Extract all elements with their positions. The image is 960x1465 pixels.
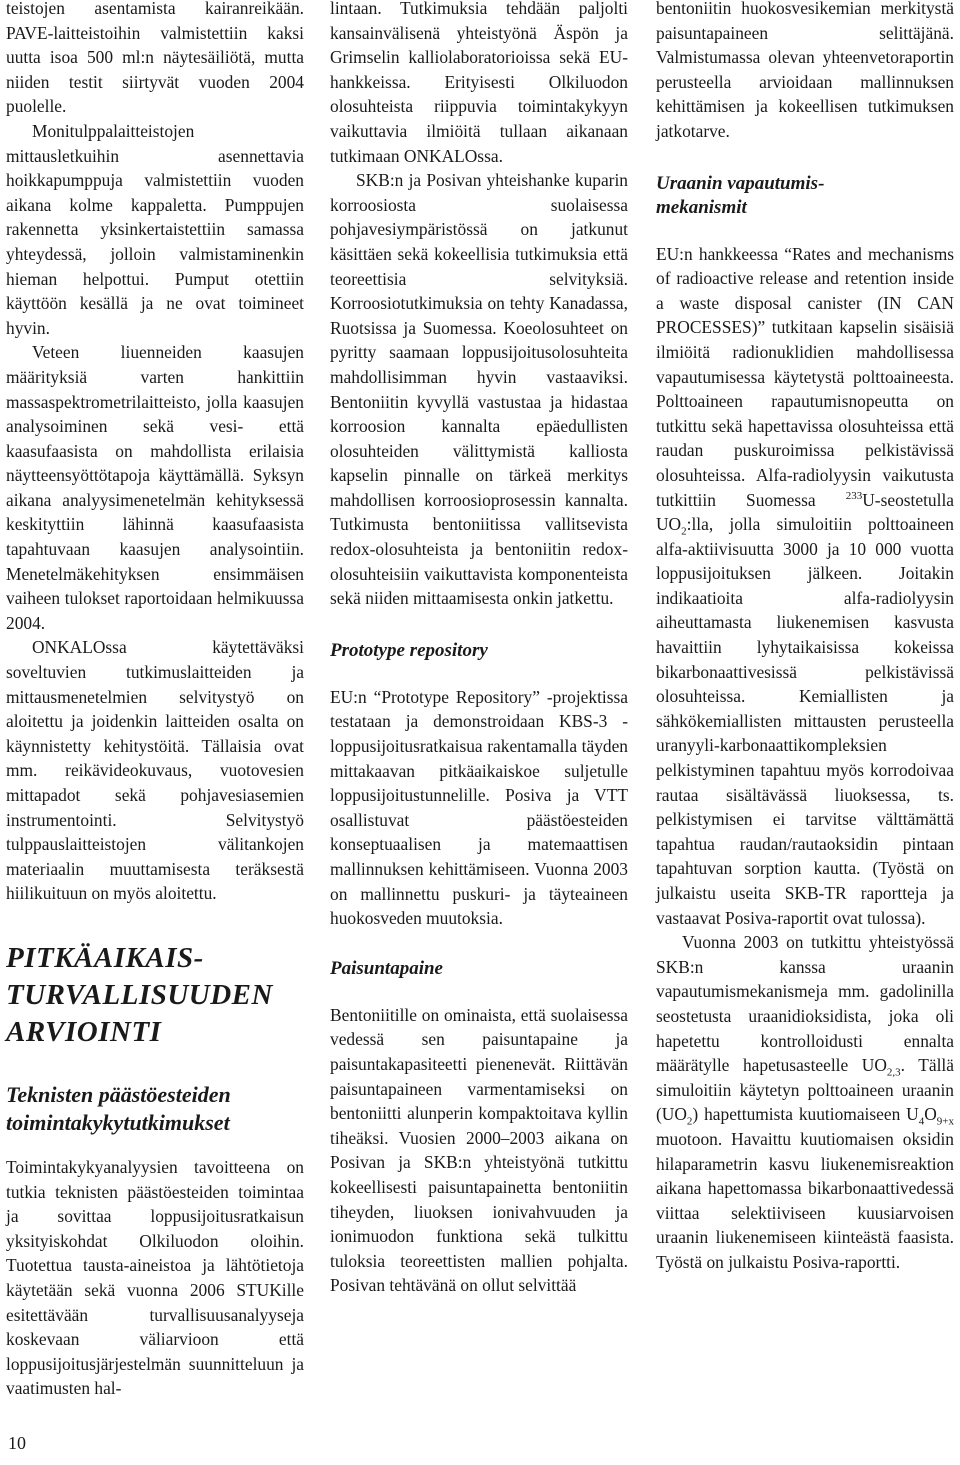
text-run: U-seostetulla UO — [656, 489, 954, 535]
paragraph: SKB:n ja Posivan yhteishanke kuparin korroosiosta suolaisessa pohjavesiympäristössä on jatkunut käsittäen sekä kokeellisia tutkimuksia että teoreettisia selvityksiä. Korroosiotutkimuksia on tehty Kanadassa, Ruotsissa ja Suomessa. Koeolosuhteet on pyritty saamaan loppusijoitusolosuhteita mahdollisimman hyvin vastaaviksi. Bentoniitin kyvyllä vastustaa ja hidastaa korroosion kannalta epäedullisten olosuhteiden välittymistä kalliosta kapselin pinnalle on tärkeä merkitys mahdollisen korroosioprosessin kannalta. Tutkimusta bentoniitissa vallitsevista redox-olosuhteista ja bentoniitin redox-olosuhteisiin vaikuttavista komponenteista sekä niiden mittaamisesta onkin jatkettu. — [330, 170, 628, 609]
subscript: 2 — [686, 1115, 693, 1128]
subscript: 2,3 — [886, 1066, 901, 1079]
page-number: 10 — [8, 1433, 26, 1453]
subsection-heading: Paisuntapaine — [330, 957, 443, 979]
paragraph: Veteen liuenneiden kaasujen määrityksiä varten hankittiin massaspektrometrilaitteisto, jolla kaasujen analysoiminen sekä vesi- että kaasufaasista on mahdollista erilaisia näytteensyöttötapoja käyttämällä. Syksyn aikana analyysimenetelmän kehityksessä keskityttiin lähinnä kaasufaasista tapahtuvaan kaasujen analysointiin. Menetelmäkehityksen ensimmäisen vaiheen tulokset raportoidaan helmikuussa 2004. — [6, 342, 304, 633]
subscript: 4 — [918, 1115, 925, 1128]
subsection-heading — [656, 172, 954, 220]
paragraph: ONKALOssa käytettäväksi soveltuvien tutkimuslaitteiden ja mittausmenetelmien selvitystyö on aloitettu ja joidenkin laitteiden osalta on käynnistetty kehitystöitä. Tällaisia ovat mm. reikävideokuvaus, vuotovesien mittapadot sekä pohjavesiasemien instrumentointi. Selvitystyö tulppauslaitteistojen välitankojen materiaalin muuttamisesta teräksestä hiilikuituun on myös aloitettu. — [6, 637, 304, 904]
paragraph: bentoniitin huokosvesikemian merkitystä paisuntapaineen selittäjänä. Valmistumassa olevan yhteenvetoraportin perusteella arvioidaan mallinnuksen kehittämisen ja kokeellisen tutkimuksen jatkotarve. — [656, 0, 954, 141]
paragraph — [656, 930, 954, 1274]
paragraph: EU:n “Prototype Repository” -projektissa testataan ja demonstroidaan KBS-3 -loppusijoitusratkaisua rakentamalla täyden mittakaavan pitkäaikaiskoe suljetulle loppusijoitustunnelille. Posiva ja VTT osallistuvat päästöesteiden konseptuaalisen ja matemaattisen mallinnuksen kehittämiseen. Vuonna 2003 on mallinnettu puskuri- ja täyteaineen huokosveden muutoksia. — [330, 686, 628, 929]
text-run: muotoon. Havaittu kuutiomaisen oksidin hilaparametrin kasvu liukenemisreaktion aikana hapettomassa bikarbonaattivedessä viittaa selektiiviseen kuusiarvoisen uraanin liukenemiseen kiinteästä faasista. Työstä on julkaistu Posiva-raportti. — [656, 1128, 954, 1272]
heading-line: mekanismit — [656, 196, 747, 218]
subsection-heading: Teknisten päästöesteiden toimintakykytutkimukset — [6, 1081, 231, 1135]
paragraph: Bentoniitille on ominaista, että suolaisessa vedessä sen paisuntapaine ja paisuntakapasiteetti pienenevät. Riittävän paisuntapaineen varmentamiseksi on bentoniitti alunperin kompaktoitava kyllin tiheäksi. Vuosien 2000–2003 aikana on Posivan ja SKB:n yhteistyönä tutkittu kokeellisesti paisuntapainetta bentoniitin tiheyden, liuoksen ionivahvuuden ja ionimuodon funktiona sekä tulkittu tuloksia teoreettisten mallien pohjalta. Posivan tehtävänä on ollut selvittää — [330, 1004, 628, 1296]
paragraph: Toimintakykyanalyysien tavoitteena on tutkia teknisten päästöesteiden toimintaa ja sovittaa loppusijoitusratkaisun yksityiskohdat Olkiluodon oloihin. Tuotettua tausta-aineistoa ja lähtötietoja käytetään sekä vuonna 2006 STUKille esitettävään turvallisuusanalyyseja koskevaan väliarvioon että loppusijoitusjärjestelmän suunnitteluun ja vaatimusten hal- — [6, 1156, 304, 1399]
paragraph — [656, 242, 954, 931]
paragraph: lintaan. Tutkimuksia tehdään paljolti kansainvälisenä yhteistyönä Äspön ja Grimselin kalliolaboratorioissa sekä EU-hankkeissa. Erityisesti Olkiluodon olosuhteista riippuvia toimintakykyyn vaikuttavia ilmiöitä tullaan aikanaan tutkimaan ONKALOssa. — [330, 0, 628, 166]
text-column-3 — [656, 0, 954, 1275]
paragraph: Monitulppalaitteistojen mittausletkuihin asennettavia hoikkapumppuja valmistettiin vuoden aikana kolme kappaletta. Pumppujen rakennetta yksinkertaistettiin samassa yhteydessä, jolloin valmistaminenkin hieman helpottui. Pumput otettiin käyttöön kesällä ja ne ovat toimineet hyvin. — [6, 120, 304, 338]
paragraph: teistojen asentamista kairanreikään. PAVE-laitteistoihin valmistettiin kaksi uutta isoa 500 ml:n näytesäiliötä, mutta niiden testit siirtyvät vuoden 2004 puolelle. — [6, 0, 304, 117]
text-run: . Tällä simuloitiin käytetyn polttoaineen uraanin (UO — [656, 1055, 954, 1125]
superscript: 233 — [845, 489, 863, 502]
section-heading: PITKÄAIKAIS-TURVALLISUUDEN ARVIOINTI — [6, 941, 273, 1048]
text-run: Vuonna 2003 on tutkittu yhteistyössä SKB:n kanssa uraanin vapautumismekanismeja mm. gadolinilla seostetusta uraanidioksidista, joka oli hapetettu kontrolloidusti ennalta määrätylle hapetusasteelle UO — [656, 932, 954, 1076]
subsection-heading: Prototype repository — [330, 639, 488, 661]
subscript: 9+x — [936, 1115, 954, 1128]
text-column-1 — [6, 0, 304, 1401]
text-run: ) hapettumista kuutiomaiseen U — [692, 1104, 919, 1125]
heading-line: Uraanin vapautumis- — [656, 172, 825, 194]
text-column-2 — [330, 0, 628, 1298]
subscript: 2 — [681, 525, 687, 538]
text-run: EU:n hankkeessa “Rates and mechanisms of radioactive release and retention inside a waste disposal canister (IN CAN PROCESSES)” tutkitaan kapselin sisäisiä ilmiöitä radionuklidien mahdollisessa vapautumisessa käytetystä polttoaineesta. Polttoaineen rapautumisnopeutta on tutkittu sekä hapettavissa olosuhteissa että raudan puskuroimissa pelkistävissä olosuhteissa. Alfa-radiolyysin vaikutusta tutkittiin Suomessa — [656, 243, 954, 510]
text-run: O — [924, 1104, 937, 1125]
text-run: :lla, jolla simuloitiin polttoaineen alfa-aktiivisuutta 3000 ja 10 000 vuotta loppusijoituksen jälkeen. Joitakin indikaatioita alfa-radiolyysin aiheuttamasta liukenemisen kasvusta havaittiin lyhytaikaisissa kokeissa bikarbonaattivesissä pelkistävissä olosuhteissa. Kemiallisten ja sähkökemiallisten mittausten perusteella uranyyli-karbonaattikompleksien pelkistyminen tapahtuu myös korrodoivaa rautaa sisältävässä liuoksessa, ts. pelkistymisen ei tarvitse välttämättä tapahtua raudan/rautaoksidin pintaan tapahtuvan sorption kautta. (Työstä on julkaistu useita SKB-TR raportteja ja vastaavat Posiva-raportit ovat tulossa). — [656, 514, 954, 928]
